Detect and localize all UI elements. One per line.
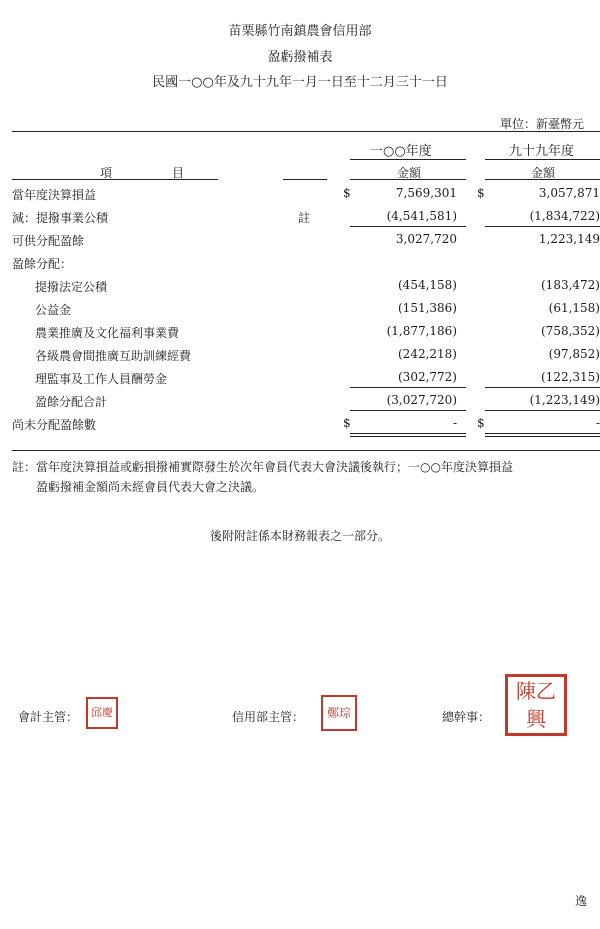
statement-title: 盈虧撥補表 bbox=[267, 50, 333, 65]
row-label: 當年度決算損益 bbox=[12, 188, 97, 202]
row-value-year2: (97,852) bbox=[548, 347, 600, 361]
row-value-year1: (151,386) bbox=[398, 301, 457, 315]
signature-accounting-label: 會計主管： bbox=[18, 710, 79, 724]
total-double-rule-year2 bbox=[485, 436, 600, 437]
row-label: 理監事及工作人員酬勞金 bbox=[35, 372, 168, 386]
subtotal-rule-year1 bbox=[350, 226, 466, 227]
row-label: 盈餘分配合計 bbox=[35, 395, 108, 409]
seal-char: 鄭 bbox=[326, 705, 339, 720]
dollar-sign: $ bbox=[343, 416, 351, 430]
row-value-year1: 7,569,301 bbox=[395, 186, 457, 200]
row-label: 可供分配盈餘 bbox=[12, 234, 85, 248]
seal-char: 琮 bbox=[339, 705, 352, 720]
amount2-header-rule bbox=[485, 179, 600, 180]
row-label: 公益金 bbox=[35, 303, 72, 317]
row-label: 提撥法定公積 bbox=[35, 280, 108, 294]
col-year2-amount-label: 金額 bbox=[531, 166, 556, 180]
year1-header-rule bbox=[350, 159, 466, 160]
page-marker: 逸 bbox=[575, 894, 588, 908]
footnote-line-2: 盈虧撥補金額尚未經會員代表大會之決議。 bbox=[36, 480, 265, 494]
subtotal-rule-year2 bbox=[485, 410, 600, 411]
note-header-rule bbox=[283, 179, 327, 180]
row-value-year2: 3,057,871 bbox=[538, 186, 600, 200]
row-value-year1: - bbox=[452, 416, 457, 430]
subtotal-rule-year2 bbox=[485, 387, 600, 388]
credit-dept-seal bbox=[321, 695, 357, 731]
row-note-ref: 註 bbox=[298, 211, 311, 225]
row-label: 各級農會間推廣互助訓練經費 bbox=[35, 349, 192, 363]
row-label: 盈餘分配： bbox=[12, 257, 73, 271]
signature-general-manager-label: 總幹事： bbox=[442, 710, 491, 724]
row-value-year1: 3,027,720 bbox=[395, 232, 457, 246]
row-value-year1: (302,772) bbox=[398, 370, 457, 384]
attached-notes-statement: 後附附註係本財務報表之一部分。 bbox=[209, 529, 390, 543]
row-value-year2: (183,472) bbox=[541, 278, 600, 292]
subtotal-rule-year1 bbox=[350, 410, 466, 411]
dollar-sign: $ bbox=[477, 186, 485, 200]
dollar-sign: $ bbox=[343, 186, 351, 200]
bottom-rule bbox=[12, 450, 600, 451]
item-header-rule bbox=[12, 179, 218, 180]
seal-char: 陳 bbox=[516, 678, 536, 703]
general-manager-seal bbox=[505, 674, 567, 736]
row-value-year2: (758,352) bbox=[541, 324, 600, 338]
row-value-year1: (4,541,581) bbox=[386, 209, 457, 223]
seal-char: 慶 bbox=[102, 706, 113, 720]
col-item-header: 項 目 bbox=[100, 166, 185, 180]
seal-char: 乙 bbox=[536, 678, 556, 703]
accounting-seal bbox=[86, 697, 118, 729]
row-value-year2: - bbox=[595, 416, 600, 430]
row-value-year2: 1,223,149 bbox=[538, 232, 600, 246]
row-value-year2: (122,315) bbox=[541, 370, 600, 384]
seal-char: 興 bbox=[526, 706, 546, 731]
col-year2-header: 九十九年度 bbox=[509, 144, 575, 159]
signature-credit-dept-label: 信用部主管： bbox=[232, 710, 305, 724]
col-year1-header: 一○○年度 bbox=[370, 144, 432, 159]
amount1-header-rule bbox=[350, 179, 466, 180]
row-label: 尚未分配盈餘數 bbox=[12, 418, 97, 432]
currency-unit: 單位：新臺幣元 bbox=[500, 117, 585, 131]
row-value-year1: (454,158) bbox=[398, 278, 457, 292]
total-double-rule-year1 bbox=[350, 433, 466, 434]
row-value-year1: (242,218) bbox=[398, 347, 457, 361]
row-value-year2: (61,158) bbox=[548, 301, 600, 315]
row-label: 農業推廣及文化福利事業費 bbox=[35, 326, 180, 340]
year2-header-rule bbox=[485, 159, 600, 160]
footnote-line-1: 註：當年度決算損益或虧損撥補實際發生於次年會員代表大會決議後執行；一○○年度決算損益 bbox=[12, 460, 513, 474]
row-value-year2: (1,223,149) bbox=[529, 393, 600, 407]
seal-char: 邱 bbox=[91, 706, 102, 720]
row-value-year2: (1,834,722) bbox=[529, 209, 600, 223]
statement-period: 民國一○○年及九十九年一月一日至十二月三十一日 bbox=[152, 75, 448, 90]
top-rule bbox=[12, 131, 600, 132]
row-value-year1: (3,027,720) bbox=[386, 393, 457, 407]
total-double-rule-year1 bbox=[350, 436, 466, 437]
dollar-sign: $ bbox=[477, 416, 485, 430]
org-name: 苗栗縣竹南鎮農會信用部 bbox=[228, 24, 372, 39]
total-double-rule-year2 bbox=[485, 433, 600, 434]
row-value-year1: (1,877,186) bbox=[386, 324, 457, 338]
subtotal-rule-year2 bbox=[485, 226, 600, 227]
subtotal-rule-year1 bbox=[350, 387, 466, 388]
row-label: 減：提撥事業公積 bbox=[12, 211, 109, 225]
col-year1-amount-label: 金額 bbox=[397, 166, 422, 180]
